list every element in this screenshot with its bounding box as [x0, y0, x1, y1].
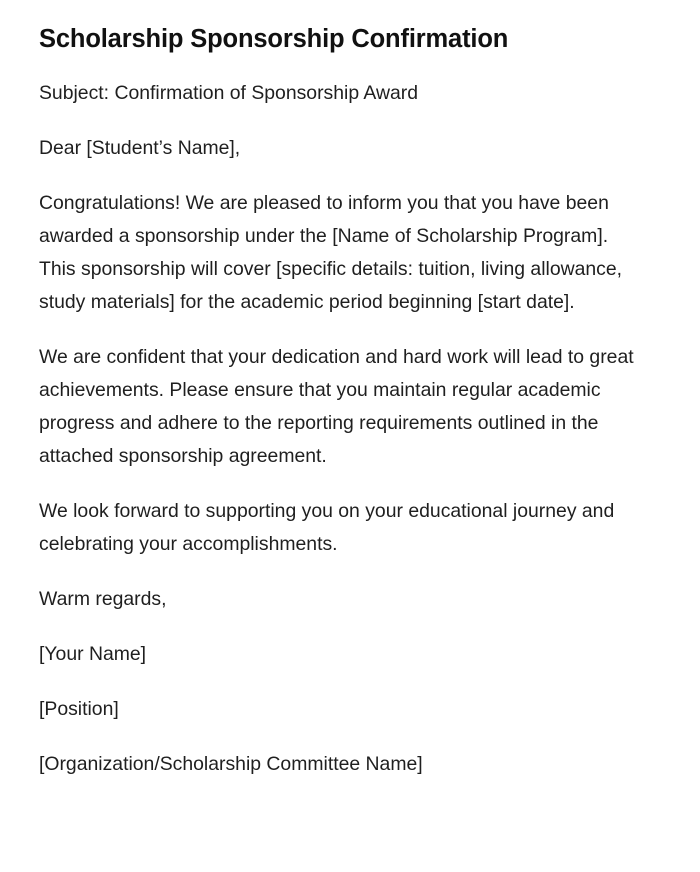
signature-position: [Position] — [39, 698, 119, 720]
subject-line: Subject: Confirmation of Sponsorship Award — [39, 82, 419, 104]
closing-line: Warm regards, — [39, 588, 167, 610]
signature-name: [Your Name] — [39, 643, 147, 665]
body-paragraph-1: Congratulations! We are pleased to inform you that you have been awarded a sponsorship under the [Name of Scholarship Program]. This sponsorship will cover [specific details: tuition, living allowance, study materials] for the academic period beginning [start date]. — [39, 192, 623, 313]
signature-organization: [Organization/Scholarship Committee Name] — [39, 753, 423, 775]
body-paragraph-2: We are confident that your dedication and hard work will lead to great achievements. Please ensure that you maintain regular academic progress and adhere to the reporting requirements outlined in the attached sponsorship agreement. — [39, 346, 634, 467]
page-title: Scholarship Sponsorship Confirmation — [39, 25, 509, 53]
salutation: Dear [Student’s Name], — [39, 137, 241, 159]
body-paragraph-3: We look forward to supporting you on your educational journey and celebrating your accomplishments. — [39, 500, 615, 555]
